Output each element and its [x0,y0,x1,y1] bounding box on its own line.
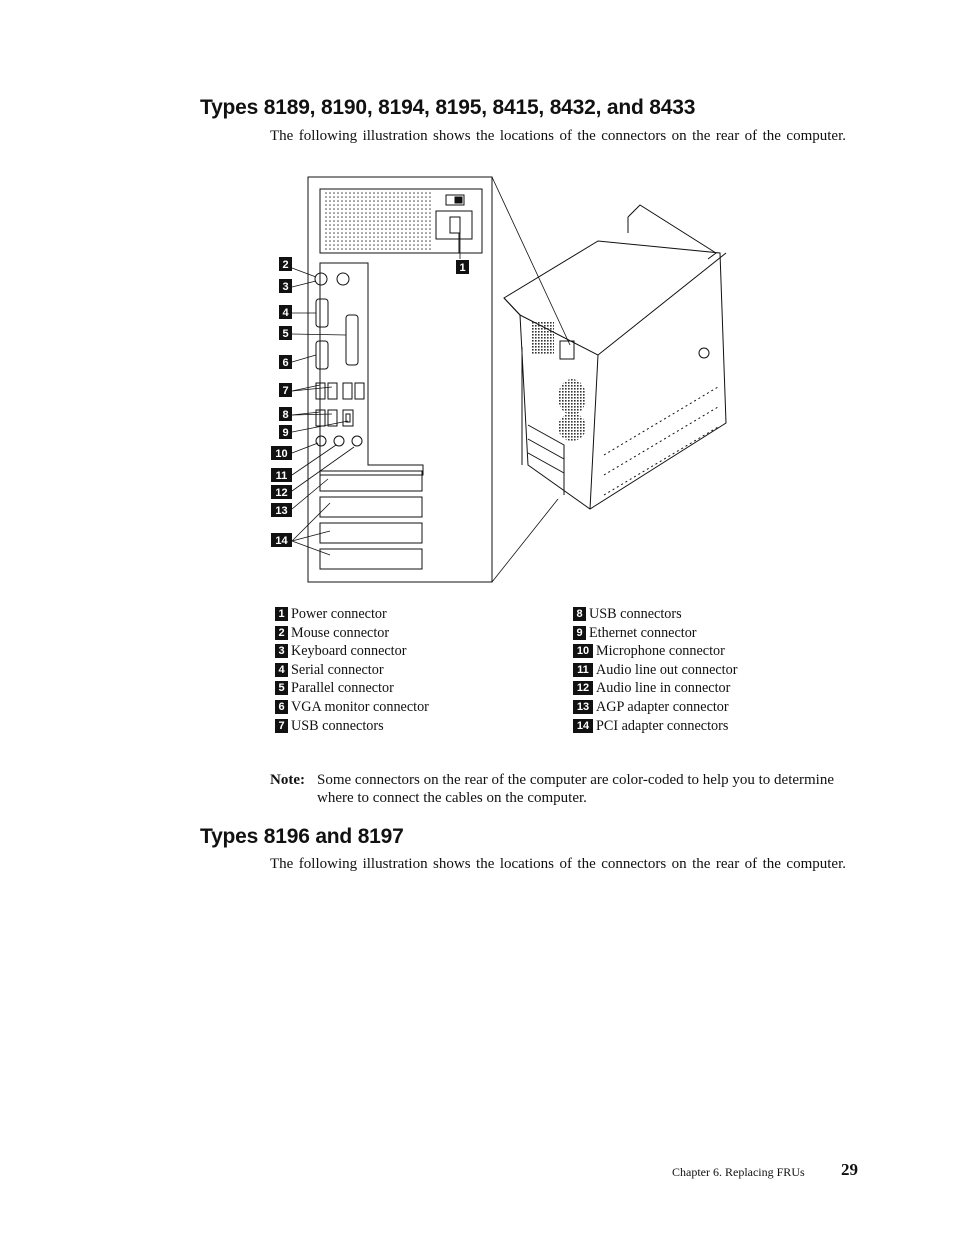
section-intro-1: The following illustration shows the locations of the connectors on the rear of the computer. [270,128,846,144]
callout-3: 3 [282,281,289,293]
legend-item [275,642,406,660]
callout-8: 8 [282,409,289,421]
legend-label: VGA monitor connector [291,699,429,715]
legend-item [573,717,728,735]
legend-label: AGP adapter connector [596,699,729,715]
legend-number: 4 [275,663,288,677]
legend-number: 3 [275,644,288,658]
legend-number: 9 [573,626,586,640]
footer-chapter: Chapter 6. Replacing FRUs [672,1165,805,1179]
computer-tower-drawing [504,205,726,509]
legend-label: Keyboard connector [291,643,407,660]
figure-callouts [271,257,469,547]
legend-item [573,698,729,716]
legend-number: 7 [275,719,288,733]
legend-label: Serial connector [291,661,384,678]
callout-9: 9 [282,427,289,439]
legend-label: USB connectors [589,606,682,622]
legend-item [275,717,384,735]
legend-label: Ethernet connector [589,624,697,641]
callout-10: 10 [275,448,288,460]
note-label: Note: [270,772,305,788]
legend-label: Microphone connector [596,643,725,660]
legend-number: 5 [275,681,288,695]
section-heading-1: Types 8189, 8190, 8194, 8195, 8415, 8432, and 8433 [200,96,696,119]
legend-label: Audio line in connector [596,680,731,697]
legend-item [573,642,725,660]
legend-number: 10 [573,644,593,658]
callout-4: 4 [282,307,289,319]
legend-item [573,679,730,697]
note-text: Some connectors on the rear of the computer are color-coded to help you to determine where to connect the cables on the computer. [317,772,835,806]
legend-item [275,698,429,716]
legend-item [573,661,737,679]
legend-number: 12 [573,681,593,695]
legend-item [275,624,389,642]
legend-number: 1 [275,607,288,621]
legend-label: Parallel connector [291,680,394,697]
callout-14: 14 [275,535,288,547]
legend-label: USB connectors [291,717,384,734]
legend-label: PCI adapter connectors [596,717,729,734]
legend-number: 11 [573,663,593,677]
callout-13: 13 [275,505,288,517]
callout-5: 5 [282,328,289,340]
callout-6: 6 [282,357,289,369]
legend-number: 14 [573,719,593,733]
rear-panel-zoom [308,177,492,582]
legend-item [573,605,682,623]
legend-number: 2 [275,626,288,640]
legend-number: 6 [275,700,288,714]
legend-number: 8 [573,607,586,621]
legend-label: Power connector [291,606,387,622]
legend-number: 13 [573,700,593,714]
callout-1: 1 [459,262,466,274]
section-heading-2: Types 8196 and 8197 [200,825,404,848]
legend-item [275,661,384,679]
callout-2: 2 [282,259,289,271]
callout-7: 7 [282,385,289,397]
callout-11: 11 [275,470,288,482]
legend-label: Mouse connector [291,624,390,641]
rear-connector-illustration [268,175,748,585]
legend-item [275,605,387,623]
section-intro-2: The following illustration shows the locations of the connectors on the rear of the computer. [270,856,846,872]
legend-label: Audio line out connector [596,661,738,678]
legend-item [275,679,394,697]
legend-item [573,624,697,642]
callout-12: 12 [275,487,288,499]
page-number: 29 [841,1160,858,1179]
